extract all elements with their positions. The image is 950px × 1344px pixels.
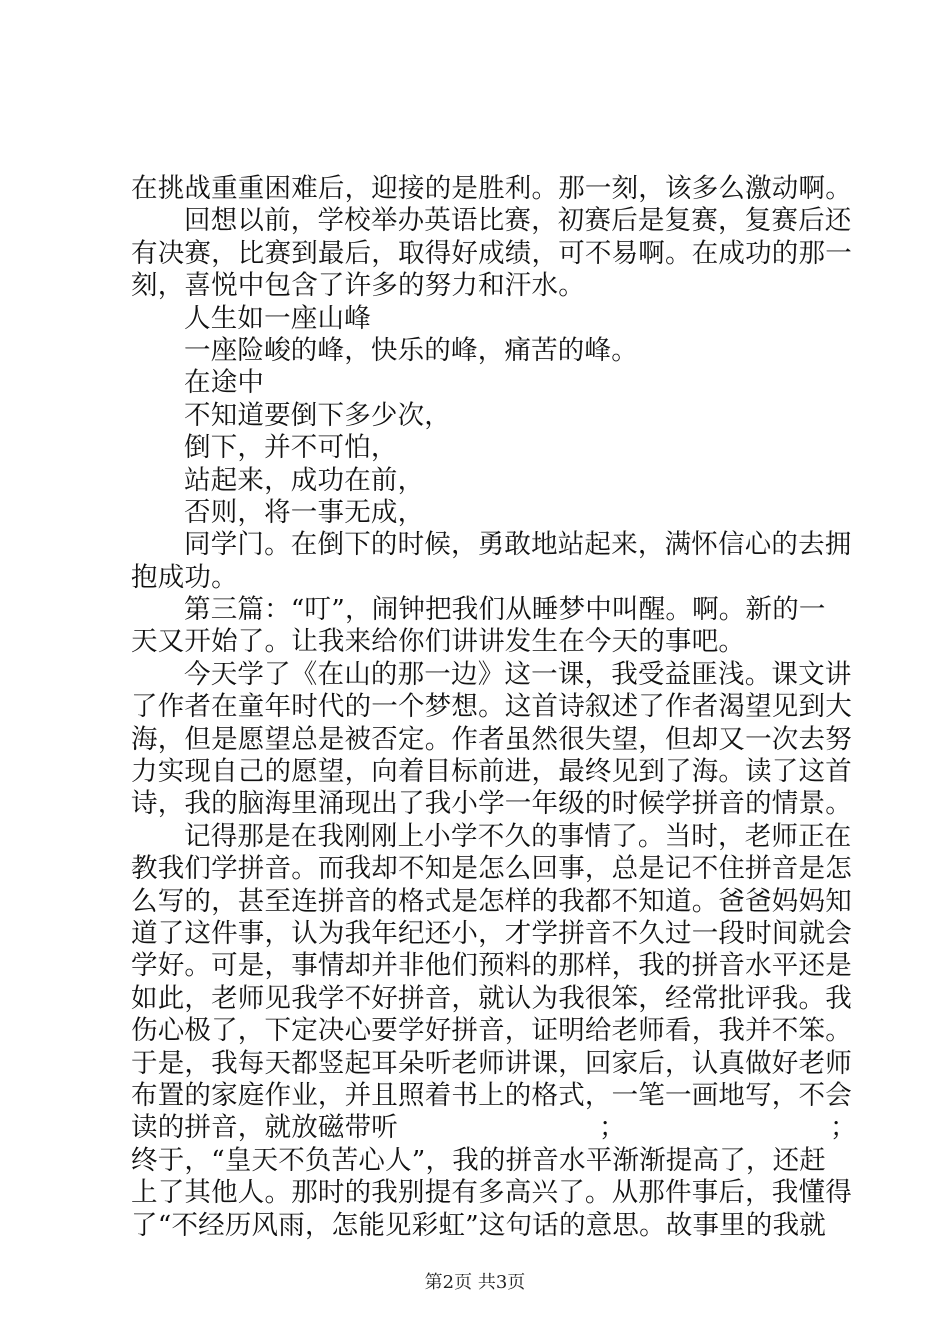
text-line-12: 同学门。在倒下的时候，勇敢地站起来，满怀信心的去拥 xyxy=(184,529,852,561)
text-line-26: 如此，老师见我学不好拼音，就认为我很笨，经常批评我。我 xyxy=(131,982,852,1014)
text-line-33: 了“不经历风雨，怎能见彩虹”这句话的意思。故事里的我就 xyxy=(131,1209,826,1241)
text-line-25: 学好。可是，事情却并非他们预料的那样，我的拼音水平还是 xyxy=(131,950,852,982)
text-line-14: 第三篇：“叮”，闹钟把我们从睡梦中叫醒。啊。新的一 xyxy=(184,594,826,626)
text-line-1: 在挑战重重困难后，迎接的是胜利。那一刻，该多么激动啊。 xyxy=(131,173,852,204)
text-line-23: 么写的，甚至连拼音的格式是怎样的我都不知道。爸爸妈妈知 xyxy=(131,885,852,917)
text-line-4: 刻，喜悦中包含了许多的努力和汗水。 xyxy=(131,270,585,302)
poem-line-7: 否则，将一事无成， xyxy=(184,496,425,528)
text-line-24: 道了这件事，认为我年纪还小，才学拼音不久过一段时间就会 xyxy=(131,917,852,949)
text-line-27: 伤心极了，下定决心要学好拼音，证明给老师看，我并不笨。 xyxy=(131,1015,852,1047)
text-line-3: 有决赛，比赛到最后，取得好成绩，可不易啊。在成功的那一 xyxy=(131,237,852,269)
document-body xyxy=(131,173,857,1242)
poem-line-4: 不知道要倒下多少次， xyxy=(184,399,451,431)
text-line-17: 了作者在童年时代的一个梦想。这首诗叙述了作者渴望见到大 xyxy=(131,691,852,723)
poem-line-5: 倒下，并不可怕， xyxy=(184,432,398,464)
text-line-22: 教我们学拼音。而我却不知是怎么回事，总是记不住拼音是怎 xyxy=(131,853,852,885)
page-footer: 第2页 共3页 xyxy=(424,1272,526,1293)
text-line-20: 诗，我的脑海里涌现出了我小学一年级的时候学拼音的情景。 xyxy=(131,788,852,820)
text-line-15: 天又开始了。让我来给你们讲讲发生在今天的事吧。 xyxy=(131,626,746,658)
text-line-13: 抱成功。 xyxy=(131,561,238,593)
text-line-31: 终于，“皇天不负苦心人”，我的拼音水平渐渐提高了，还赶 xyxy=(131,1144,826,1176)
poem-line-3: 在途中 xyxy=(184,367,265,399)
text-line-29: 布置的家庭作业，并且照着书上的格式，一笔一画地写，不会 xyxy=(131,1079,852,1111)
split-line-semicolon-b: ； xyxy=(830,1112,857,1144)
text-line-28: 于是，我每天都竖起耳朵听老师讲课，回家后，认真做好老师 xyxy=(131,1047,852,1079)
text-line-30 xyxy=(131,1112,857,1144)
text-line-18: 海，但是愿望总是被否定。作者虽然很失望，但却又一次去努 xyxy=(131,723,852,755)
poem-line-1: 人生如一座山峰 xyxy=(184,302,371,334)
poem-line-6: 站起来，成功在前， xyxy=(184,464,425,496)
poem-line-2: 一座险峻的峰，快乐的峰，痛苦的峰。 xyxy=(184,334,638,366)
text-line-32: 上了其他人。那时的我别提有多高兴了。从那件事后，我懂得 xyxy=(131,1177,852,1209)
text-line-2: 回想以前，学校举办英语比赛，初赛后是复赛，复赛后还 xyxy=(184,205,852,237)
split-line-text: 读的拼音，就放磁带听 xyxy=(131,1112,398,1144)
text-line-19: 力实现自己的愿望，向着目标前进，最终见到了海。读了这首 xyxy=(131,756,852,788)
text-line-16: 今天学了《在山的那一边》这一课，我受益匪浅。课文讲 xyxy=(184,658,852,690)
split-line-semicolon-a: ； xyxy=(599,1112,626,1144)
text-line-21: 记得那是在我刚刚上小学不久的事情了。当时，老师正在 xyxy=(184,820,852,852)
